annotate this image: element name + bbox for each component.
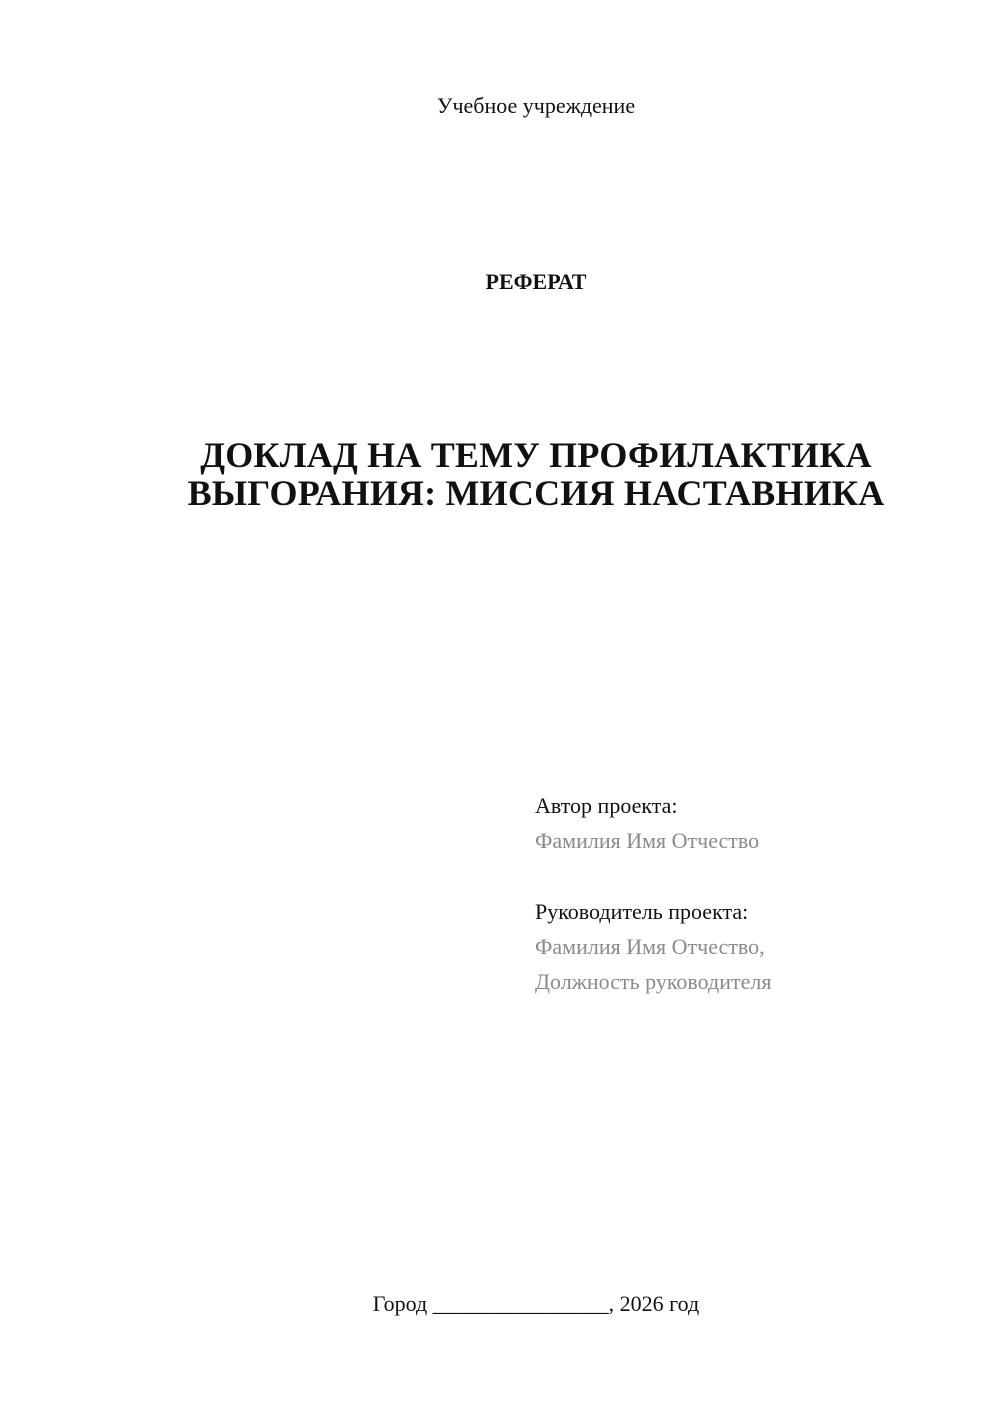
supervisor-name: Фамилия Имя Отчество, (535, 934, 765, 959)
document-title-line-2: ВЫГОРАНИЯ: МИССИЯ НАСТАВНИКА (187, 473, 885, 513)
credits-block (535, 788, 975, 999)
document-type: РЕФЕРАТ (485, 269, 587, 294)
institution-name: Учебное учреждение (436, 93, 636, 118)
document-title (0, 436, 1000, 512)
author-name: Фамилия Имя Отчество (535, 828, 760, 853)
supervisor-position: Должность руководителя (535, 969, 772, 994)
document-title-line-1: ДОКЛАД НА ТЕМУ ПРОФИЛАКТИКА (200, 435, 872, 475)
city-year-line: Город ________________, 2026 год (372, 1291, 700, 1316)
author-label: Автор проекта: (535, 793, 678, 818)
credits-spacer (535, 858, 975, 894)
supervisor-label: Руководитель проекта: (535, 899, 749, 924)
